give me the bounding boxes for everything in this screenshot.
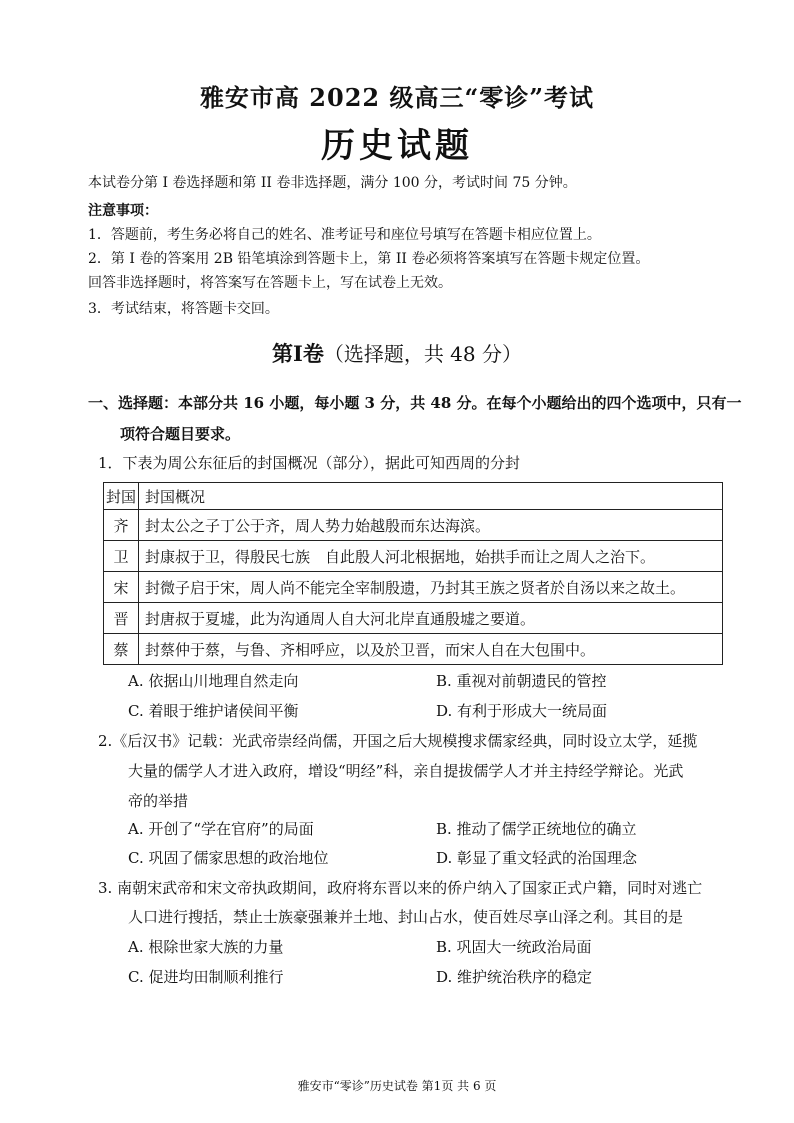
question-2-stem: 2.《后汉书》记载：光武帝崇经尚儒，开国之后大规模搜求儒家经典，同时设立太学，延揽 [98,732,698,750]
table-cell-desc: 封康叔于卫，得殷民七族 自此殷人河北根据地，始拱手而让之周人之治下。 [139,541,723,572]
question-1-stem: 1．下表为周公东征后的封国概况（部分），据此可知西周的分封 [98,454,521,472]
question-2-option-d: D. 彰显了重文轻武的治国理念 [436,849,638,867]
question-3-option-d: D. 维护统治秩序的稳定 [436,968,593,986]
table-row [104,603,723,634]
note-item: 回答非选择题时，将答案写在答题卡上，写在试卷上无效。 [88,275,452,291]
question-2-option-c: C. 巩固了儒家思想的政治地位 [128,849,329,867]
note-item: 1．答题前，考生务必将自己的姓名、准考证号和座位号填写在答题卡相应位置上。 [88,227,601,243]
section-detail: （选择题，共 48 分） [323,342,522,366]
table-cell-desc: 封太公之子丁公于齐，周人势力始越殷而东达海滨。 [139,510,723,541]
table-row [104,510,723,541]
question-3-option-c: C. 促进均田制顺利推行 [128,968,284,986]
table-header: 封国概况 [139,483,723,510]
question-2-stem-cont: 帝的举措 [128,792,189,810]
table-cell-state: 卫 [104,541,139,572]
question-1-option-a: A. 依据山川地理自然走向 [128,672,299,690]
table-cell-state: 晋 [104,603,139,634]
table-header: 封国 [104,483,139,510]
section-name: 第Ⅰ卷 [272,341,324,366]
table-cell-state: 蔡 [104,634,139,665]
table-header-row [104,483,723,510]
table-cell-desc: 封唐叔于夏墟，此为沟通周人自大河北岸直通殷墟之要道。 [139,603,723,634]
question-1-option-c: C. 着眼于维护诸侯间平衡 [128,702,299,720]
notes-heading: 注意事项： [88,203,158,219]
note-item: 2．第 I 卷的答案用 2B 铅笔填涂到答题卡上，第 II 卷必须将答案填写在答题卡规定位置。 [88,251,650,267]
exam-title: 雅安市高 2022 级高三“零诊”考试 [199,83,595,112]
question-3-stem: 3. 南朝宋武帝和宋文帝执政期间，政府将东晋以来的侨户纳入了国家正式户籍，同时对逃亡 [98,879,703,897]
question-3-option-b: B. 巩固大一统政治局面 [436,938,592,956]
note-item: 3．考试结束，将答题卡交回。 [88,301,279,317]
table-row [104,634,723,665]
table-row [104,541,723,572]
question-2-option-b: B. 推动了儒学正统地位的确立 [436,820,637,838]
part-instruction: 一、选择题：本部分共 16 小题，每小题 3 分，共 48 分。在每个小题给出的四个选项中，只有一 [88,394,742,412]
question-2-stem-cont: 大量的儒学人才进入政府，增设“明经”科，亲自提拔儒学人才并主持经学辩论。光武 [128,762,684,780]
page-footer: 雅安市“零诊”历史试卷 第1页 共 6 页 [297,1079,497,1093]
subject-title: 历史试题 [321,126,473,166]
section-heading [0,338,794,368]
table-cell-state: 齐 [104,510,139,541]
question-3-stem-cont: 人口进行搜括，禁止士族豪强兼并土地、封山占水，使百姓尽享山泽之利。其目的是 [128,908,684,926]
table-cell-state: 宋 [104,572,139,603]
question-3-option-a: A. 根除世家大族的力量 [128,938,284,956]
question-1-option-b: B. 重视对前朝遗民的管控 [436,672,607,690]
table-row [104,572,723,603]
table-cell-desc: 封蔡仲于蔡，与鲁、齐相呼应，以及於卫晋，而宋人自在大包围中。 [139,634,723,665]
part-instruction-cont: 项符合题目要求。 [120,425,241,443]
question-1-option-d: D. 有利于形成大一统局面 [436,702,608,720]
question-2-option-a: A. 开创了“学在官府”的局面 [128,820,314,838]
exam-intro: 本试卷分第 I 卷选择题和第 II 卷非选择题，满分 100 分，考试时间 75 分钟。 [88,175,577,191]
fief-table [103,482,723,665]
table-cell-desc: 封微子启于宋，周人尚不能完全宰制殷遗，乃封其王族之贤者於自汤以来之故土。 [139,572,723,603]
